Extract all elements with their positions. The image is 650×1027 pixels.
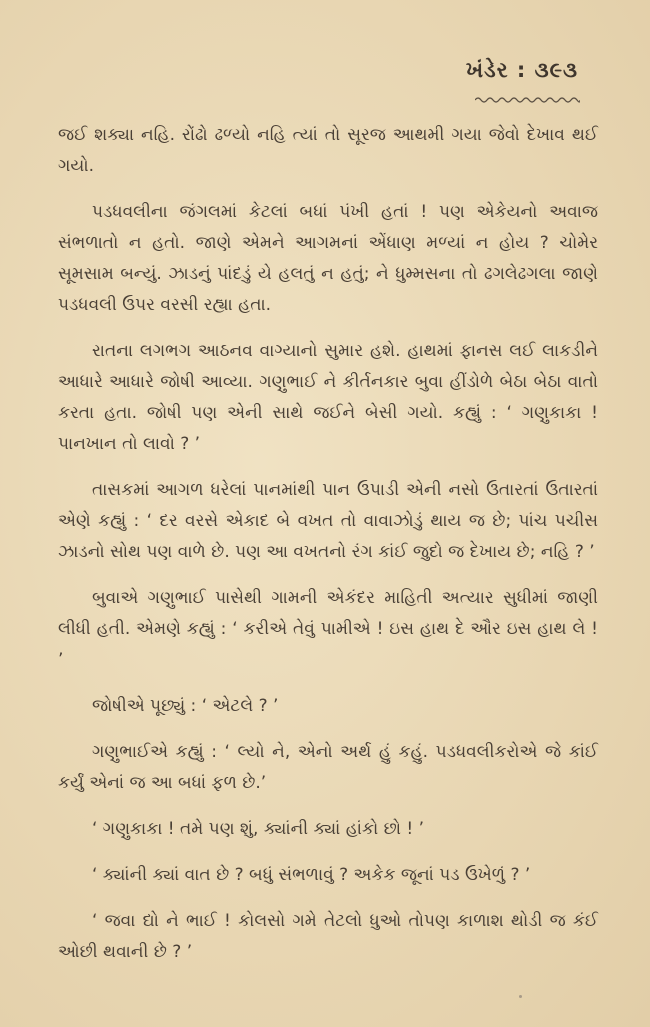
paragraph: ‘ જવા દ્યો ને ભાઈ ! કોલસો ગમે તેટલો ધુઓ તોપણ કાળાશ થોડી જ કંઈ ઓછી થવાની છે ? ’ — [58, 911, 598, 962]
header-wavy-rule — [475, 96, 580, 104]
paragraph: ‘ ક્યાંની ક્યાં વાત છે ? બધું સંભળાવું ? અકેક જૂનાં પડ ઉખેળું ? ’ — [92, 865, 531, 885]
paragraph: રાતના લગભગ આઠનવ વાગ્યાનો સુમાર હશે. હાથમાં ફાનસ લઈ લાકડીને આધારે આધારે જોષી આવ્યા. ગણુભાઈ ને કીર્તનકાર બુવા હીંડોળે બેઠા બેઠા વાતો કરતા હતા. જોષી પણ એની સાથે જઈને બેસી ગયો. કહ્યું : ‘ ગણુકાકા ! પાનખાન તો લાવો ? ’ — [58, 341, 598, 454]
paragraph: બુવાએ ગણુભાઈ પાસેથી ગામની એકંદર માહિતી અત્યાર સુધીમાં જાણી લીધી હતી. એમણે કહ્યું : ‘ કરીએ તેવું પામીએ ! ઇસ હાથ દે ઔર ઇસ હાથ લે ! ’ — [58, 588, 598, 670]
paragraph: ગણુભાઈએ કહ્યું : ‘ લ્યો ને, એનો અર્થ હું કહું. પડધવલીકરોએ જે કાંઈ કર્યું એનાં જ આ બધાં ફળ છે.’ — [58, 742, 598, 793]
paragraph: ‘ ગણુકાકા ! તમે પણ શું, ક્યાંની ક્યાં હાંકો છો ! ’ — [92, 819, 425, 839]
paragraph: પડધવલીના જંગલમાં કેટલાં બધાં પંખી હતાં ! પણ એકેયનો અવાજ સંભળાતો ન હતો. જાણે એમને આગમનાં એંધાણ મળ્યાં ન હોય ? ચોમેર સૂમસામ બન્યું. ઝાડનું પાંદડું યે હલતું ન હતું; ને ધુમ્મસના તો ઢગલેઢગલા જાણે પડધવલી ઉપર વરસી રહ્યા હતા. — [58, 202, 598, 315]
paragraph: જોષીએ પૂછ્યું : ‘ એટલે ? ’ — [92, 696, 279, 716]
body-text — [58, 120, 598, 983]
paper-speck — [519, 995, 522, 998]
paragraph: જઈ શક્યા નહિ. રોંઢો ઢળ્યો નહિ ત્યાં તો સૂરજ આથમી ગયા જેવો દેખાવ થઈ ગયો. — [58, 125, 598, 176]
page-header: ખંડેર : ૩૯૩ — [465, 58, 578, 82]
paragraph: તાસકમાં આગળ ધરેલાં પાનમાંથી પાન ઉપાડી એની નસો ઉતારતાં ઉતારતાં એણે કહ્યું : ‘ દર વરસે એકાદ બે વખત તો વાવાઝોડું થાય જ છે; પાંચ પચીસ ઝાડનો સોથ પણ વાળે છે. પણ આ વખતનો રંગ કાંઈ જુદો જ દેખાય છે; નહિ ? ’ — [58, 480, 598, 562]
